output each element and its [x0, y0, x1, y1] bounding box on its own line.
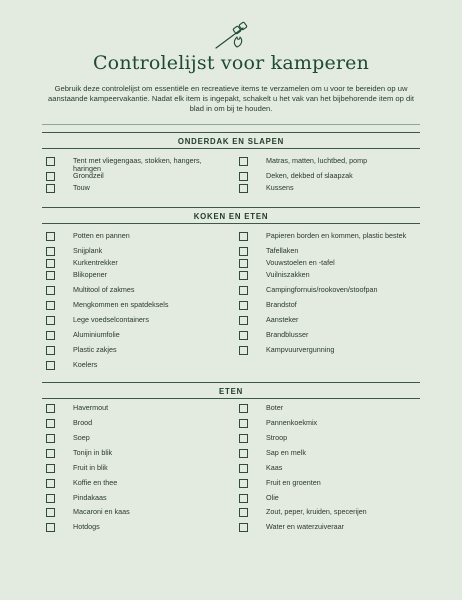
- checkbox[interactable]: [239, 464, 248, 473]
- section-title-koken: KOKEN EN ETEN: [193, 212, 269, 221]
- checkbox[interactable]: [46, 184, 55, 193]
- checkbox[interactable]: [46, 434, 55, 443]
- item-label: Water en waterzuiveraar: [266, 522, 345, 531]
- checkbox[interactable]: [239, 331, 248, 340]
- item-label: Brood: [73, 418, 93, 427]
- item-label: Havermout: [73, 403, 109, 412]
- item-label: Kaas: [266, 463, 283, 472]
- checkbox[interactable]: [239, 286, 248, 295]
- item-label: Potten en pannen: [73, 231, 130, 240]
- item-label: Multitool of zakmes: [73, 285, 135, 294]
- checkbox[interactable]: [239, 479, 248, 488]
- item-label: Kurkentrekker: [73, 258, 118, 267]
- item-label: Brandstof: [266, 300, 297, 309]
- section-bottom-rule: [42, 223, 420, 224]
- checkbox[interactable]: [46, 404, 55, 413]
- item-label: Brandblusser: [266, 330, 309, 339]
- checkbox[interactable]: [46, 361, 55, 370]
- checkbox[interactable]: [239, 316, 248, 325]
- item-label: Zout, peper, kruiden, specerijen: [266, 507, 367, 516]
- checkbox[interactable]: [46, 232, 55, 241]
- checkbox[interactable]: [239, 449, 248, 458]
- checkbox[interactable]: [239, 508, 248, 517]
- divider: [42, 124, 420, 125]
- checkbox[interactable]: [239, 259, 248, 268]
- checkbox[interactable]: [46, 479, 55, 488]
- item-label: Plastic zakjes: [73, 345, 117, 354]
- section-top-rule: [42, 132, 420, 133]
- item-label: Matras, matten, luchtbed, pomp: [266, 156, 368, 165]
- checkbox[interactable]: [46, 331, 55, 340]
- item-label: Lege voedselcontainers: [73, 315, 149, 324]
- item-label: Tonijn in blik: [73, 448, 113, 457]
- item-label: Mengkommen en spatdeksels: [73, 300, 169, 309]
- item-label: Pindakaas: [73, 493, 107, 502]
- checkbox[interactable]: [239, 419, 248, 428]
- item-label: Fruit en groenten: [266, 478, 321, 487]
- checkbox[interactable]: [46, 464, 55, 473]
- item-label: Tafellaken: [266, 246, 299, 255]
- checkbox[interactable]: [239, 301, 248, 310]
- checkbox[interactable]: [46, 508, 55, 517]
- item-label: Touw: [73, 183, 90, 192]
- checkbox[interactable]: [239, 232, 248, 241]
- item-label: Olie: [266, 493, 279, 502]
- item-label: Vuilniszakken: [266, 270, 310, 279]
- item-label: Sap en melk: [266, 448, 306, 457]
- section-title-onderdak: ONDERDAK EN SLAPEN: [177, 137, 285, 146]
- checkbox[interactable]: [46, 419, 55, 428]
- item-label: Blikopener: [73, 270, 107, 279]
- checkbox[interactable]: [46, 449, 55, 458]
- checkbox[interactable]: [239, 157, 248, 166]
- item-label: Vouwstoelen en -tafel: [266, 258, 335, 267]
- section-top-rule: [42, 207, 420, 208]
- section-top-rule: [42, 382, 420, 383]
- checkbox[interactable]: [239, 404, 248, 413]
- checkbox[interactable]: [46, 271, 55, 280]
- item-label: Pannenkoekmix: [266, 418, 318, 427]
- item-label: Papieren borden en kommen, plastic bestek: [266, 231, 407, 240]
- item-label: Snijplank: [73, 246, 103, 255]
- checkbox[interactable]: [46, 316, 55, 325]
- checkbox[interactable]: [239, 523, 248, 532]
- checkbox[interactable]: [239, 271, 248, 280]
- item-label: Deken, dekbed of slaapzak: [266, 171, 353, 180]
- checkbox[interactable]: [46, 346, 55, 355]
- page-title: Controlelijst voor kamperen: [92, 52, 370, 74]
- item-label: Kussens: [266, 183, 294, 192]
- checkbox[interactable]: [46, 301, 55, 310]
- checkbox[interactable]: [239, 247, 248, 256]
- item-label: Koffie en thee: [73, 478, 118, 487]
- checkbox[interactable]: [239, 184, 248, 193]
- item-label: Koelers: [73, 360, 98, 369]
- checkbox[interactable]: [46, 286, 55, 295]
- item-label: Stroop: [266, 433, 288, 442]
- item-label: Aansteker: [266, 315, 299, 324]
- marshmallow-roasting-icon: [213, 20, 253, 50]
- checkbox[interactable]: [46, 259, 55, 268]
- item-label: Hotdogs: [73, 522, 100, 531]
- item-label: Kampvuurvergunning: [266, 345, 335, 354]
- item-label: Campingfornuis/rookoven/stoofpan: [266, 285, 378, 294]
- section-title-eten: ETEN: [219, 387, 243, 396]
- checkbox[interactable]: [46, 247, 55, 256]
- checkbox[interactable]: [239, 434, 248, 443]
- intro-text: Gebruik deze controlelijst om essentiële en recreatieve items te verzamelen om u voor te bereiden op uw aanstaande kampeervakantie. Nadat elk item is ingepakt, schakelt u het vak van het bijbehorende item op dit blad in om bij te houden.: [48, 84, 414, 114]
- section-bottom-rule: [42, 148, 420, 149]
- checkbox[interactable]: [46, 494, 55, 503]
- checkbox[interactable]: [239, 172, 248, 181]
- item-label: Grondzeil: [73, 171, 104, 180]
- item-label: Soep: [73, 433, 90, 442]
- item-label: Tent met vliegengaas, stokken, hangers, haringen: [73, 156, 202, 174]
- item-label: Macaroni en kaas: [73, 507, 130, 516]
- item-label: Boter: [266, 403, 284, 412]
- checkbox[interactable]: [46, 523, 55, 532]
- checkbox[interactable]: [239, 346, 248, 355]
- section-bottom-rule: [42, 398, 420, 399]
- item-label: Fruit in blik: [73, 463, 108, 472]
- checkbox[interactable]: [46, 157, 55, 166]
- checkbox[interactable]: [46, 172, 55, 181]
- item-label: Aluminiumfolie: [73, 330, 120, 339]
- checkbox[interactable]: [239, 494, 248, 503]
